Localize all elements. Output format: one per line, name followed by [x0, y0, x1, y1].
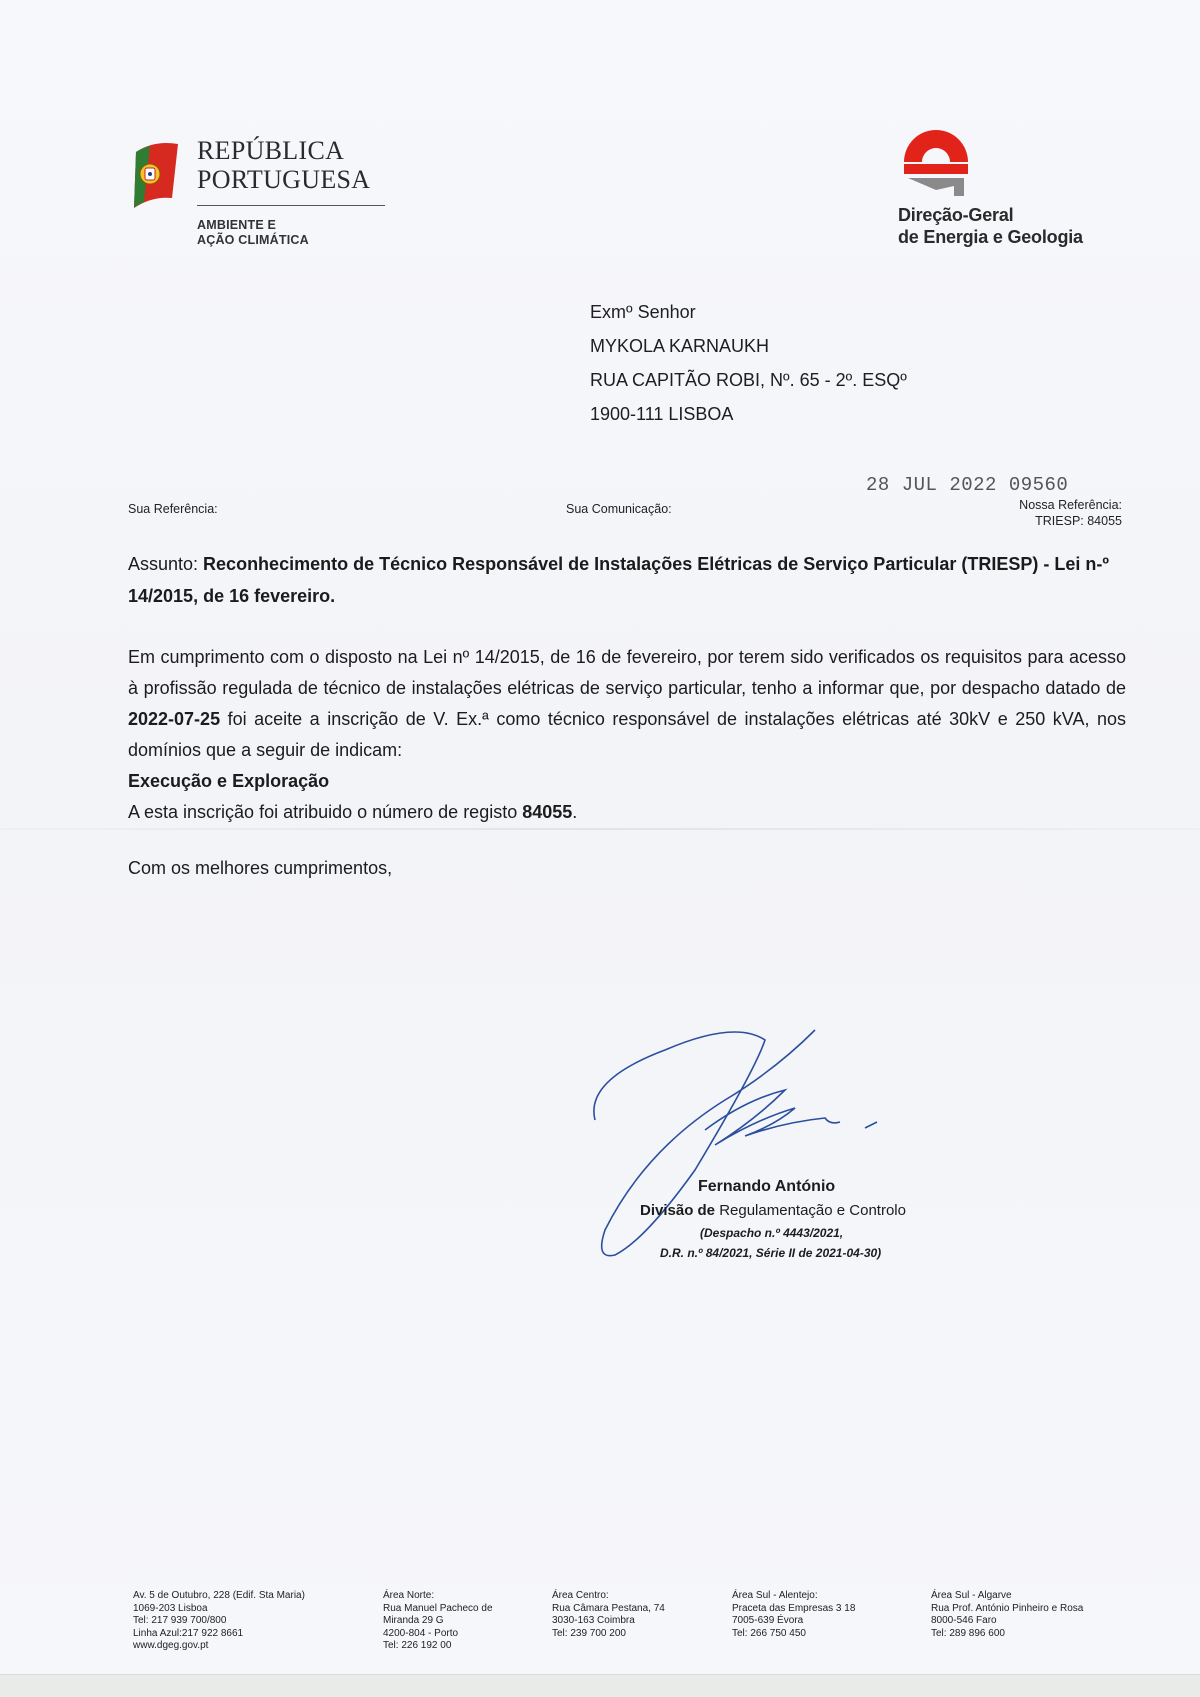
ministry-name: AMBIENTE E AÇÃO CLIMÁTICA: [197, 218, 309, 247]
closing-line: Com os melhores cumprimentos,: [128, 858, 393, 878]
signer-despacho: (Despacho n.º 4443/2021,: [700, 1226, 844, 1240]
signer-dr: D.R. n.º 84/2021, Série II de 2021-04-30): [660, 1246, 882, 1260]
subject-text: Reconhecimento de Técnico Responsável de Instalações Elétricas de Serviço Particular (TRIESP) - Lei n-º 14/2015, de 16 fevereiro.: [128, 554, 1109, 606]
recipient-name: MYKOLA KARNAUKH: [590, 336, 770, 356]
letter-body: [128, 642, 1126, 828]
registo-line: A esta inscrição foi atribuido o número de registo 84055.: [128, 802, 578, 822]
logo-divider: [197, 205, 385, 206]
recipient-address: [590, 295, 907, 431]
dgeg-logo: [880, 124, 1130, 264]
footer-area-alentejo: Área Sul - Alentejo: Praceta das Empresas 3 18 7005-639 Évora Tel: 266 750 450: [732, 1590, 856, 1639]
sua-referencia-label: Sua Referência:: [128, 502, 218, 516]
domains-line: Execução e Exploração: [128, 771, 330, 791]
footer-area-centro: Área Centro: Rua Câmara Pestana, 74 3030-163 Coimbra Tel: 239 700 200: [552, 1590, 665, 1639]
signer-unit: Divisão de Regulamentação e Controlo: [640, 1202, 906, 1219]
recipient-city: 1900-111 LISBOA: [590, 404, 734, 424]
recipient-salutation: Exmº Senhor: [590, 302, 696, 322]
portuguese-flag-emblem-icon: [128, 138, 180, 210]
footer-sede: Av. 5 de Outubro, 228 (Edif. Sta Maria) 1069-203 Lisboa Tel: 217 939 700/800 Linha Azul:217 922 8661 www.dgeg.gov.pt: [133, 1590, 305, 1651]
sua-comunicacao-label: Sua Comunicação:: [566, 502, 672, 516]
body-paragraph: Em cumprimento com o disposto na Lei nº 14/2015, de 16 de fevereiro, por terem sido verificados os requisitos para acesso à profissão regulada de técnico de instalações elétricas de serviço particular, tenho a informar que, por despacho datado de 2022-07-25 foi aceite a inscrição de V. Ex.ª como técnico responsável de instalações elétricas até 30kV e 250 kVA, nos domínios que a seguir de indicam:: [128, 647, 1126, 760]
dgeg-logo-icon: [898, 124, 974, 200]
nossa-referencia: [1019, 497, 1122, 529]
republica-portuguesa-title: REPÚBLICA PORTUGUESA: [197, 136, 371, 194]
footer-area-norte: Área Norte: Rua Manuel Pacheco de Miranda 29 G 4200-804 - Porto Tel: 226 192 00: [383, 1590, 493, 1651]
despacho-date: 2022-07-25: [128, 709, 221, 729]
signer-name: Fernando António: [698, 1178, 836, 1195]
scan-bottom-edge: [0, 1674, 1200, 1697]
footer-area-algarve: Área Sul - Algarve Rua Prof. António Pinheiro e Rosa 8000-546 Faro Tel: 289 896 600: [931, 1590, 1084, 1639]
dgeg-name: Direção-Geral de Energia e Geologia: [898, 205, 1083, 247]
subject-line: [128, 548, 1128, 612]
nossa-referencia-label: Nossa Referência:: [1019, 498, 1122, 512]
date-stamp: 28 JUL 2022 09560: [866, 474, 1069, 496]
republica-portuguesa-logo: [128, 136, 398, 266]
paper-fold: [0, 828, 1200, 830]
subject-label: Assunto:: [128, 554, 204, 574]
registo-number: 84055: [522, 802, 573, 822]
nossa-referencia-value: TRIESP: 84055: [1035, 514, 1122, 528]
recipient-street: RUA CAPITÃO ROBI, Nº. 65 - 2º. ESQº: [590, 370, 907, 390]
